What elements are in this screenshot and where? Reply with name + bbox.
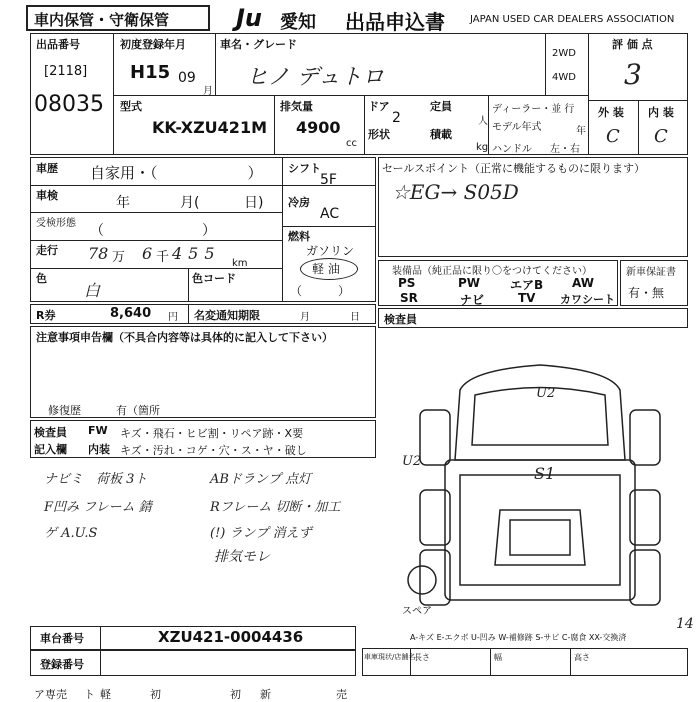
handle-label: ハンドル [492,144,532,155]
footer-item-4: 初 [150,688,161,701]
mileage-thousands: 6 [142,244,153,263]
fuel-label: 燃料 [288,230,310,243]
equipment-tv: TV [518,291,536,305]
inspection-year: 年 [116,195,130,211]
association-name: JAPAN USED CAR DEALERS ASSOCIATION [470,14,675,25]
exterior-label: 外 装 [598,106,624,119]
notes-label: 注意事項申告欄（不具合内容等は具体的に記入して下さい） [36,331,333,344]
shift-label: シフト [288,162,321,175]
r-ticket-value: 8,640 [110,306,152,321]
footer-item-5: 初 [230,688,241,701]
fw-label: FW [88,424,108,437]
dealer-label: ディーラー・並 行 [492,104,575,115]
chassis-label: 車台番号 [40,632,84,645]
mileage-man: 78 [88,244,109,263]
model-value: ヒノ デュトロ [246,65,385,90]
inspection-month: 月( [180,195,200,211]
rating-value: 3 [624,58,642,91]
dimension-width: 幅 [494,653,502,662]
repair-value: 有（箇所 [116,404,160,417]
handle-value: 左・右 [550,144,580,155]
acceptance-value: （ ） [90,223,216,239]
history-value: 自家用・（ ） [90,164,263,182]
equipment-ps: PS [398,276,416,290]
fuel-gasoline: ガソリン [306,244,355,258]
warranty-value: 有・無 [628,286,665,300]
acceptance-label: 受検形態 [36,218,76,229]
lot-label: 出品番号 [36,38,80,51]
color-value: 白 [84,281,101,300]
note-line-4: Rフレーム 切断・加工 [210,500,341,515]
note-line-6: (!) ランプ 消えず [210,526,312,541]
r-ticket-label: R券 [36,309,56,322]
mileage-rest: 455 [172,244,221,263]
notice-month: 月 [300,312,310,323]
stamp-text: 車内保管・守衛保管 [34,11,170,29]
inspector-label: 検査員 [384,313,417,326]
footer-item-6: 新 [260,688,271,701]
note-line-5: ゲ A.U.S [44,526,98,541]
inspector-entry-label2: 記入欄 [34,443,67,456]
capacity-unit: 人 [478,116,488,127]
org-logo: Ju [236,4,263,32]
registration-label: 初度登録年月 [120,38,186,51]
type-value: KK-XZU421M [152,118,267,137]
register-label: 登録番号 [40,658,84,671]
dimension-height: 高さ [574,653,590,662]
equipment-sr: SR [400,291,418,305]
inspector-entry-label1: 検査員 [34,426,67,439]
lot-sub-number: [2118] [44,64,88,79]
footer-item-7: 売 [336,688,347,701]
diagram-mark-u2-top: U2 [536,386,556,401]
capacity-label: 定員 [430,100,452,113]
rating-label: 評 価 点 [612,38,653,51]
footer-item-2: ト [84,688,95,701]
lot-number: 08035 [34,92,104,117]
interior-value: C [654,126,668,147]
mileage-label: 走行 [36,244,58,257]
note-line-7: 排気モレ [214,549,270,565]
dimension-note-label: 車庫現状/店舗名 [364,653,416,661]
loading-label: 積載 [430,128,452,141]
interior-entry-items: キズ・汚れ・コゲ・穴・ス・ヤ・破し [120,444,307,457]
shape-label: 形状 [368,128,390,141]
equipment-pw: PW [458,276,481,290]
selling-points-value: ☆EG→ S05D [392,180,519,204]
cooling-value: AC [320,206,340,222]
drive-4wd: 4WD [552,72,576,83]
equipment-aw: AW [572,276,594,290]
equipment-seat: カワシート [560,293,615,306]
inspection-day: 日) [244,195,264,211]
type-label: 型式 [120,100,142,113]
displacement-unit: cc [346,138,357,149]
mileage-sen-unit: 千 [156,250,170,265]
fw-items: キズ・飛石・ヒビ割・リペア跡・X要 [120,427,304,440]
doors-label: ドア [368,100,390,113]
fuel-diesel: 軽 油 [312,262,340,276]
registration-era: H15 [130,62,171,83]
footer-item-3: 軽 [100,688,111,701]
displacement-value: 4900 [296,118,341,137]
interior-entry-label: 内装 [88,443,110,456]
model-year-unit: 年 [576,126,586,137]
fuel-paren: （ ） [290,284,351,298]
inspector-box [378,308,688,328]
note-line-3: F凹み フレーム 錆 [44,500,152,515]
note-line-1: ナビミ 荷板 3ト [44,472,148,487]
equipment-navi: ナビ [460,293,485,307]
interior-label: 内 装 [648,106,674,119]
r-ticket-unit: 円 [168,312,178,323]
org-name: 愛知 [280,12,316,33]
note-line-2: ABドランプ 点灯 [210,472,312,487]
dimension-length: 長さ [414,653,430,662]
exterior-value: C [606,126,620,147]
shift-value: 5F [320,172,337,188]
inspection-label: 車検 [36,189,58,202]
notice-label: 名変通知期限 [194,309,260,322]
diagram-legend: A-キズ E-エクボ U-凹み W-補修跡 S-サビ C-腐食 XX-交換済 [410,633,627,642]
diagram-mark-u2-left: U2 [402,454,422,469]
history-label: 車歴 [36,162,58,175]
form-title: 出品申込書 [345,10,445,34]
diagram-spare-label: スペア [402,606,432,617]
mileage-man-unit: 万 [112,250,126,265]
notice-day: 日 [350,312,360,323]
page-mark: 14 [676,616,694,632]
color-label: 色 [36,272,47,285]
registration-month-unit: 月 [203,86,213,97]
mileage-unit: km [232,258,248,269]
registration-month: 09 [178,70,196,86]
drive-2wd: 2WD [552,48,576,59]
doors-value: 2 [392,110,401,126]
displacement-label: 排気量 [280,100,313,113]
model-label: 車名・グレード [220,38,297,51]
chassis-value: XZU421-0004436 [158,628,304,646]
color-code-label: 色コード [192,272,236,285]
cooling-label: 冷房 [288,196,310,209]
warranty-label: 新車保証書 [626,267,676,278]
model-year-label: モデル年式 [492,122,542,133]
repair-label: 修復歴 [48,404,81,417]
equipment-label: 装備品（純正品に限り〇をつけてください） [392,266,592,277]
diagram-mark-s1: S1 [534,464,556,483]
selling-points-label: セールスポイント（正常に機能するものに限ります） [382,162,646,175]
loading-unit: kg [476,142,489,153]
footer-item-1: ア専売 [34,688,67,701]
equipment-airbag: エアB [510,278,544,292]
